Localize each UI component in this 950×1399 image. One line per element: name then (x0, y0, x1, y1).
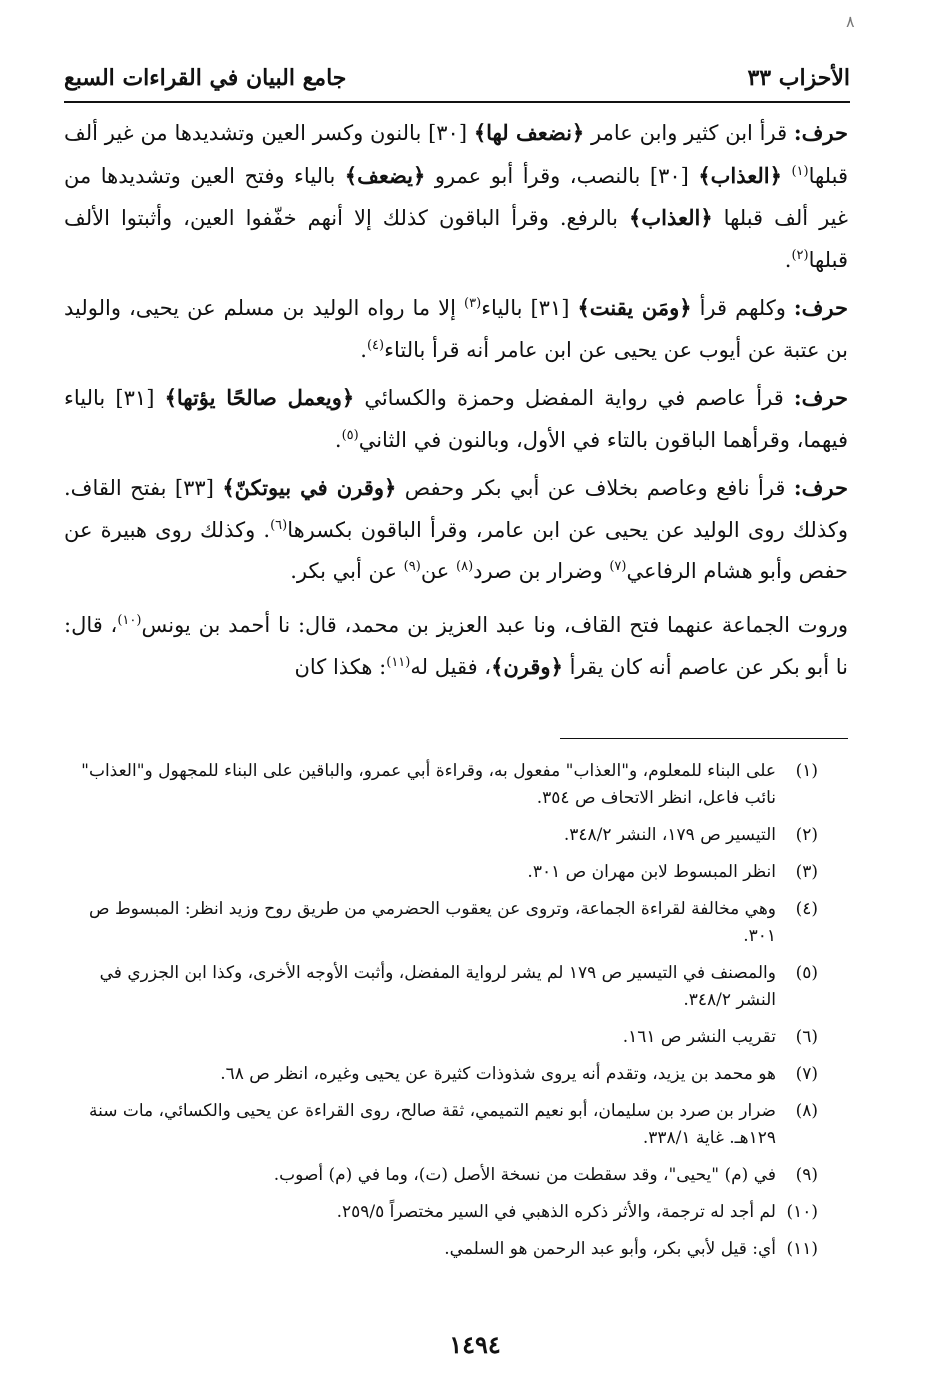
footnote (64, 1061, 818, 1088)
footnote-number: (١١) (786, 1239, 818, 1259)
quran-word: ﴿ويعمل صالحًا يؤتها﴾ (164, 385, 355, 410)
footnote-text: ضرار بن صرد بن سليمان، أبو نعيم التميمي، ثقة صالح، روى القراءة عن يحيى والكسائي، مات سنة ١٢٩هـ. غاية ٣٣٨/١. (88, 1101, 776, 1148)
footnote-text: على البناء للمعلوم، و"العذاب" مفعول به، وقراءة أبي عمرو، والباقين على البناء للمجهول و"العذاب" نائب فاعل، انظر الاتحاف ص ٣٥٤. (81, 761, 776, 808)
footnotes (64, 758, 818, 1273)
footnote (64, 1098, 818, 1152)
footnote-text: لم أجد له ترجمة، والأثر ذكره الذهبي في السير مختصراً ٢٥٩/٥. (336, 1202, 776, 1222)
text-segment: . (360, 337, 367, 362)
text-segment: قرأ ابن كثير وابن عامر (584, 121, 794, 145)
text-segment: وضرار بن صرد (473, 559, 610, 583)
text-segment: بالرفع. وقرأ الباقون كذلك إلا أنهم خفّفوا العين، وأثبتوا الألف قبلها (64, 206, 848, 272)
footnote (64, 1162, 818, 1189)
quran-word: ﴿العذاب﴾ (629, 205, 713, 230)
header-book-title: جامع البيان في القراءات السبع (64, 65, 347, 91)
text-segment: وروت الجماعة عنهما فتح القاف، ونا عبد العزيز بن محمد، قال: نا أحمد بن يونس (141, 612, 848, 637)
footnote-number: (٧) (795, 1064, 818, 1084)
text-segment: قرأ عاصم في رواية المفضل وحمزة والكسائي (354, 386, 794, 410)
paragraph (64, 377, 848, 461)
text-segment: [٣١] بالياء فيهما، وقرأهما الباقون بالتاء في الأول، وبالنون في الثاني (64, 386, 848, 452)
footnote-number: (٥) (795, 963, 818, 983)
text-segment: [٣١] بالياء (481, 296, 578, 320)
quran-word: ﴿يضعف﴾ (344, 162, 426, 188)
text-segment: وكلهم قرأ (691, 296, 794, 320)
text-segment: قرأ نافع وعاصم بخلاف عن أبي بكر وحفص (396, 476, 794, 500)
text-segment: عن (420, 559, 457, 583)
paragraph-label: حرف: (793, 120, 848, 145)
text-segment: [٣٠] بالنون وكسر العين وتشديدها من غير ألف قبلها (64, 121, 848, 188)
footnote-text: التيسير ص ١٧٩، النشر ٣٤٨/٢. (563, 825, 776, 845)
footnote-number: (٢) (795, 825, 818, 845)
footnote (64, 1199, 818, 1226)
running-header (64, 58, 850, 98)
text-segment: [٣٣] بفتح القاف. وكذلك روى الوليد عن يحيى عن ابن عامر، وقرأ الباقون بكسرها (64, 476, 848, 542)
text-segment: ، فقيل له (410, 655, 492, 679)
footnote-number: (٩) (795, 1165, 818, 1185)
footnote (64, 1024, 818, 1051)
footnote-ref: (٦) (270, 517, 288, 533)
text-segment: . (334, 427, 342, 452)
footnote-ref: (١١) (386, 655, 411, 670)
footnote-number: (٣) (795, 862, 818, 882)
paragraph (64, 287, 848, 371)
paragraph-label: حرف: (793, 385, 849, 410)
paragraph-label: حرف: (793, 475, 848, 500)
text-segment: ، قال: نا أبو بكر عن عاصم أنه كان يقرأ (64, 612, 848, 679)
quran-word: ﴿وقرن في بيوتكنّ﴾ (222, 475, 397, 500)
footnote-text: تقريب النشر ص ١٦١. (622, 1027, 776, 1047)
footnote-ref: (١٠) (117, 612, 142, 628)
footnote-ref: (٨) (456, 559, 474, 574)
text-segment: . وكذلك روى هبيرة عن حفص وأبو هشام الرفاعي (64, 517, 848, 583)
paragraph (64, 605, 848, 689)
paragraph-label: حرف: (793, 295, 848, 320)
text-segment: : هكذا كان (294, 655, 387, 679)
text-segment: [٣٠] بالنصب، وقرأ أبو عمرو (425, 163, 699, 188)
quran-word: ﴿ومَن يقنت﴾ (577, 295, 692, 320)
footnote (64, 960, 818, 1014)
footnote (64, 859, 818, 886)
header-divider (64, 101, 850, 103)
text-segment: بالياء وفتح العين وتشديدها من غير ألف قبلها (64, 163, 849, 230)
footnote-text: والمصنف في التيسير ص ١٧٩ لم يشر لرواية المفضل، وأثبت الأوجه الأخرى، وكذا ابن الجزري في النشر ٣٤٨/٢. (99, 963, 776, 1010)
footnote-text: في (م) "يحيى"، وقد سقطت من نسخة الأصل (ت)، وما في (م) أصوب. (273, 1165, 776, 1185)
corner-mark: ٨ (846, 12, 855, 31)
footnote-ref: (٢) (791, 247, 809, 263)
footnote-text: هو محمد بن يزيد، وتقدم أنه يروى شذوذات كثيرة عن يحيى وغيره، انظر ص ٦٨. (220, 1064, 776, 1084)
footnote-number: (١٠) (786, 1202, 818, 1222)
main-text (64, 112, 848, 695)
footnote-number: (١) (795, 761, 818, 781)
footnote-ref: (٣) (464, 296, 482, 311)
footnote-ref: (٤) (366, 337, 385, 353)
footnote-text: أي: قيل لأبي بكر، وأبو عبد الرحمن هو السلمي. (444, 1239, 776, 1259)
footnote-ref: (٩) (403, 559, 421, 574)
footnote-ref: (٧) (609, 559, 627, 574)
text-segment: عن أبي بكر. (290, 559, 404, 583)
page-number: ١٤٩٤ (449, 1330, 501, 1359)
text-segment: إلا ما رواه الوليد بن مسلم عن يحيى، والوليد بن عتبة عن أيوب عن يحيى عن ابن عامر أنه قرأ بالتاء (64, 296, 848, 362)
footnote-text: انظر المبسوط لابن مهران ص ٣٠١. (527, 862, 776, 882)
footnote-ref: (٥) (341, 427, 359, 443)
footnote-ref: (١) (791, 163, 809, 179)
footnote-text: وهي مخالفة لقراءة الجماعة، وتروى عن يعقوب الحضرمي من طريق روح وزيد انظر: المبسوط ص ٣٠١. (89, 899, 776, 946)
footnote-divider (560, 738, 848, 739)
paragraph (64, 112, 848, 281)
quran-word: ﴿وقرن﴾ (491, 654, 563, 679)
quran-word: ﴿العذاب﴾ (698, 162, 782, 188)
footnote (64, 822, 818, 849)
header-surah: الأحزاب ٣٣ (747, 65, 850, 91)
footnote (64, 896, 818, 950)
footnote-number: (٨) (795, 1101, 818, 1121)
paragraph (64, 467, 848, 593)
footnote-number: (٦) (795, 1027, 818, 1047)
footnote-number: (٤) (795, 899, 818, 919)
footnote (64, 1236, 818, 1263)
text-segment: . (784, 247, 792, 272)
quran-word: ﴿نضعف لها﴾ (473, 120, 585, 145)
footnote (64, 758, 818, 812)
